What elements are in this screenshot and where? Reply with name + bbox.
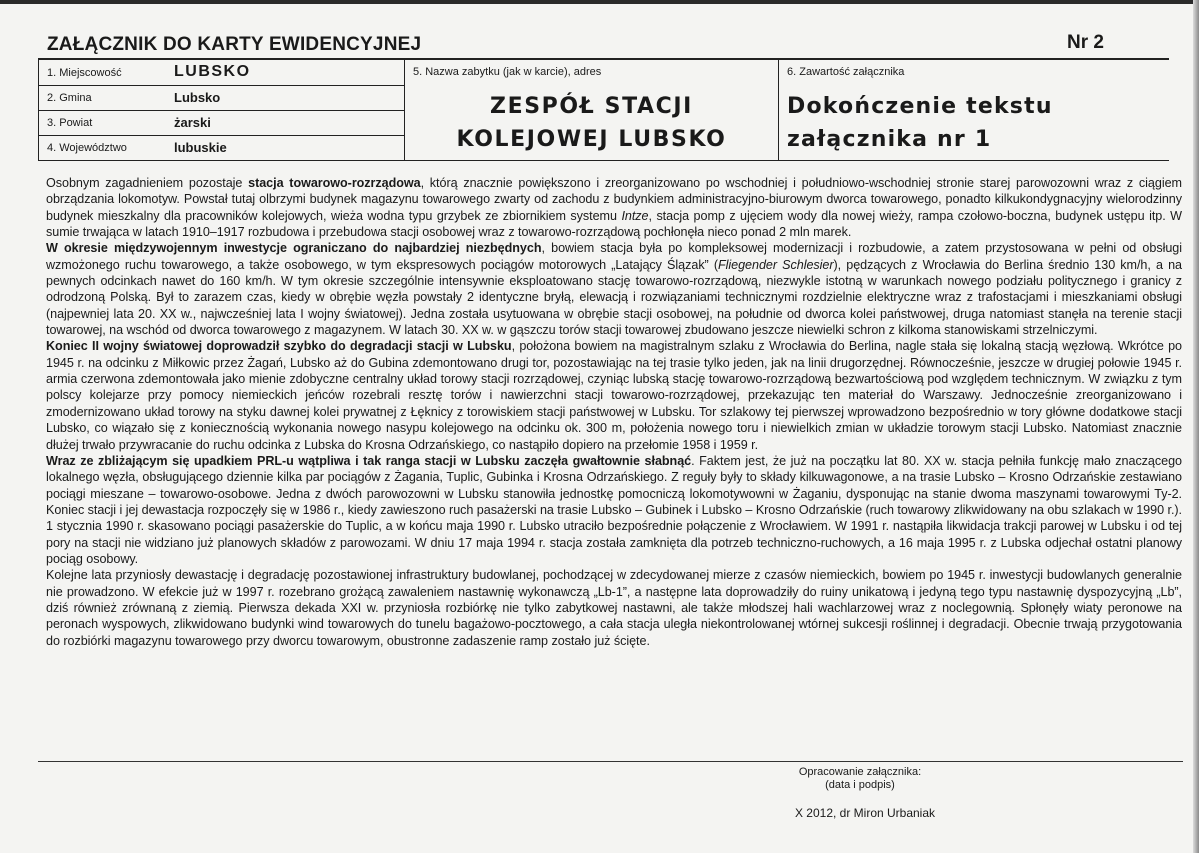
paragraph-2: W okresie międzywojennym inwestycje ograniczano do najbardziej niezbędnych, bowiem stacja była po kompleksowej modernizacji i rozbudowie, a zatem przystosowana w pełni od obsługi wzmożonego ruchu towarowego, a także osobowego, w tym ekspresowych pociągów motorowych „Latający Ślązak” (Fliegender Schlesier), pędzących z Wrocławia do Berlina średnio 130 km/h, a na pewnych odcinkach nawet do 160 km/h. W tym okresie szczególnie intensywnie eksploatowano stację towarowo-rozrządową, niezwykle istotną w warunkach nowego podziału politycznego i granicy z odrodzoną Polską. Był to zarazem czas, kiedy w obrębie węzła powstały 2 identyczne bryłą, elewacją i rozwiązaniami technicznymi rozdzielnie elektryczne wraz z trafostacjami i mieszkaniami obsługi (najpewniej lata 20. XX w., najwcześniej lata I wojny światowej). Jedna została usytuowana w obrębie stacji osobowej, na południe od dworca kolei państwowej, druga natomiast stanęła na terenie stacji towarowej, na wschód od dworca towarowego z magazynem. W latach 30. XX w. w gąszczu torów stacji towarowej zbudowano jeszcze niewielki schron z kilkoma stanowiskami strzelniczymi. <box>46 241 1182 338</box>
bold-phrase: stacja towarowo-rozrządowa <box>248 176 421 190</box>
footer-divider <box>38 761 1183 762</box>
header-table <box>38 58 1169 161</box>
author-signature: X 2012, dr Miron Urbaniak <box>794 806 936 820</box>
italic-phrase: Intze <box>621 208 649 223</box>
body-text <box>46 175 1182 649</box>
paragraph-1: Osobnym zagadnieniem pozostaje stacja towarowo-rozrządowa, którą znacznie powiększono i zreorganizowano po wschodniej i południowo-wschodniej stronie starej parowozowni wraz z ciągiem obrządzania lokomotyw. Powstał tutaj olbrzymi budynek magazynu towarowego zwarty od zachodu z budynkiem administracyjno-biurowym dworca towarowego, ponadto kilkukondygnacyjny wielorodzinny budynek mieszkalny dla pracowników kolejowych, wieża wodna typu grzybek ze zbiornikiem systemu Intze, stacja pomp z ujęciem wody dla nowej wieży, rampa czołowo-boczna, budynek ustępu itp. W sumie trwająca w latach 1910–1917 rozbudowa i przebudowa stacji osobowej wraz z towarowo-rozrządową pochłonęła nieco ponad 2 mln marek. <box>46 176 1182 240</box>
document-title: ZAŁĄCZNIK DO KARTY EWIDENCYJNEJ <box>47 34 422 55</box>
footer-date-signature-note: (data i podpis) <box>825 779 895 791</box>
row-county <box>39 110 404 136</box>
footer-caption <box>760 766 960 792</box>
monument-name <box>405 90 778 156</box>
contents-title <box>787 90 1053 156</box>
monument-name-line1: ZESPÓŁ STACJI <box>490 94 693 119</box>
footer-prepared-by: Opracowanie załącznika: <box>798 766 922 778</box>
paragraph-4: Wraz ze zbliżającym się upadkiem PRL-u wątpliwa i tak ranga stacji w Lubsku zaczęła gwałtownie słabnąć. Faktem jest, że już na początku lat 80. XX w. stacja pełniła funkcję mało znaczącego lokalnego węzła, obsługującego dziennie kilka par pociągów z Żagania, Tuplic, Gubinka i Krosna Odrzańskiego. Z reguły były to składy kilkuwagonowe, a na trasie Lubsko – Krosno Odrzańskie zestawiano pociągi mieszane – towarowo-osobowe. Jedna z dwóch parowozowni w Lubsku stanowiła jednostkę pomocniczą lokomotywowni w Żaganiu, dysponując na stanie dwoma maszynami towarowymi Ty-2. Koniec stacji i jej dewastacja rozpoczęły się w 1986 r., kiedy zawieszono ruch pasażerski na trasie Lubsko – Gubinek i Lubsko – Krosno Odrzańskie (ruch towarowy zlikwidowany na obu szlakach w 1990 r.). 1 stycznia 1990 r. skasowano pociągi pasażerskie do Tuplic, a w końcu maja 1990 r. Lubsko utraciło bezpośrednie połączenie z Wrocławiem. W 1991 r. nastąpiła likwidacja trakcji parowej w Lubsku i od tej pory na stacji nie widziano już planowych składów z parowozami. W dniu 17 maja 1994 r. stacja została zamknięta dla potrzeb techniczno-ruchowych, a 16 maja 1995 r. z Lubska odjechał ostatni planowy pociąg osobowy. <box>46 453 1182 566</box>
contents-column <box>779 60 1169 160</box>
location-column <box>39 60 405 160</box>
row-voivodeship <box>39 135 404 160</box>
county-value: żarski <box>174 115 211 130</box>
voivodeship-label: 4. Województwo <box>47 142 127 154</box>
voivodeship-value: lubuskie <box>174 140 227 155</box>
commune-label: 2. Gmina <box>47 92 92 104</box>
row-locality <box>39 60 404 86</box>
locality-value: LUBSKO <box>174 63 251 80</box>
paragraph-5: Kolejne lata przyniosły dewastację i degradację pozostawionej infrastruktury budowlanej, pochodzącej w zdecydowanej mierze z czasów niemieckich, bowiem po 1945 r. inwestycji budowlanych generalnie nie prowadzono. W efekcie już w 1997 r. rozebrano grożącą zawaleniem nastawnię wykonawczą „Lb-1”, a następne lata doprowadziły do ruiny unikatową i jedyną tego typu nastawnię dyspozycyjną „Lb”, dziś również zrównaną z ziemią. Pierwsza dekada XXI w. przyniosła rozbiórkę nie tylko zabytkowej nastawni, ale także młodszej hali wachlarzowej wraz z noclegownią. Spłonęły wiaty peronowe na peronach wyspowych, zlikwidowano budynki wind towarowych do tunelu bagażowo-pocztowego, a cała stacja uległa niekontrolowanej wtórnej sukcesji roślinnej i degradacji. Obecnie trwają przygotowania do rozbiórki magazynu towarowego przy dworcu towarowym, obustronne zadaszenie ramp zostało już ścięte. <box>46 568 1182 648</box>
locality-label: 1. Miejscowość <box>47 67 122 79</box>
attachment-number: Nr 2 <box>1067 32 1104 53</box>
scan-right-edge <box>1193 0 1199 853</box>
contents-title-line1: Dokończenie tekstu <box>787 94 1053 119</box>
monument-name-line2: KOLEJOWEJ LUBSKO <box>456 127 727 152</box>
county-label: 3. Powiat <box>47 117 93 129</box>
bold-lead: Koniec II wojny światowej doprowadził szybko do degradacji stacji w Lubsku <box>46 339 512 354</box>
row-commune <box>39 85 404 111</box>
commune-value: Lubsko <box>174 90 221 105</box>
paragraph-3: Koniec II wojny światowej doprowadził szybko do degradacji stacji w Lubsku, położona bowiem na magistralnym szlaku z Wrocławia do Berlina, nagle stała się lokalną stacją węzłową. Wkrótce po 1945 r. na odcinku z Miłkowic przez Żagań, Lubsko aż do Gubina zdemontowano drugi tor, pozostawiając na tej trasie tylko jeden, jak na linii drugorzędnej. Równocześnie, jeszcze w drugiej połowie 1945 r. armia czerwona zdemontowała jako mienie zdobyczne centralny układ torowy stacji rozrządowej, czyniąc lubską stację towarowo-rozrządową bezwartościową pod względem technicznym. W związku z tym polscy kolejarze przy pomocy niemieckich jeńców rozebrali resztę torów i nawierzchni stacji towarowo-rozrządowej, przekazując ten materiał do Warszawy. Jednocześnie zreorganizowano i zmodernizowano układ torowy na styku dawnej kolei prywatnej z Łęknicy z torowiskiem stacji państwowej w Lubsku. Tor szlakowy tej pierwszej wprowadzono bezpośrednio w tory główne dodatkowe stacji Lubsko, co wiązało się z koniecznością wykonania nowego nasypu kolejowego na odcinku ok. 300 m, położenia nowego toru i niewielkich zmian w układzie torowym stacji Lubsko. Natomiast znacznie dłużej trwało przywracanie do ruchu odcinka z Lubska do Krosna Odrzańskiego, co nastąpiło dopiero na przełomie 1958 i 1959 r. <box>46 339 1183 452</box>
bold-lead: Wraz ze zbliżającym się upadkiem PRL-u wątpliwa i tak ranga stacji w Lubsku zaczęła gwałtownie słabnąć <box>46 453 692 468</box>
bold-lead: W okresie międzywojennym inwestycje ograniczano do najbardziej niezbędnych <box>46 241 542 256</box>
monument-column <box>405 60 779 160</box>
italic-phrase: Fliegender Schlesier <box>718 257 834 272</box>
scan-top-edge <box>0 0 1199 4</box>
contents-title-line2: załącznika nr 1 <box>787 127 992 152</box>
monument-label: 5. Nazwa zabytku (jak w karcie), adres <box>413 66 602 78</box>
contents-label: 6. Zawartość załącznika <box>787 66 905 78</box>
